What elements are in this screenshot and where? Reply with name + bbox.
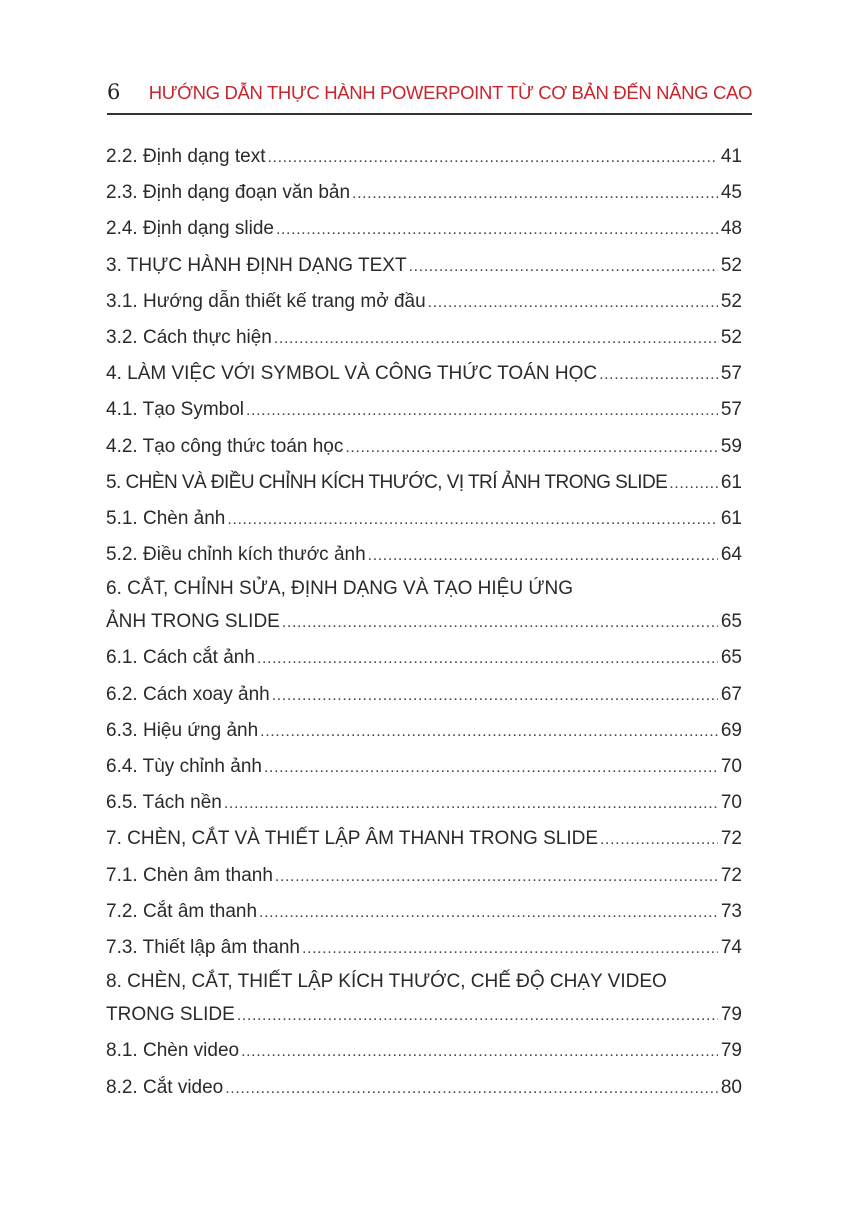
page-header xyxy=(107,80,752,110)
toc-entry xyxy=(106,537,742,573)
toc-entry-title: 6.4. Tùy chỉnh ảnh xyxy=(106,756,262,777)
toc-page-number: 45 xyxy=(720,182,742,204)
toc-page-number: 80 xyxy=(720,1076,742,1098)
toc-entry-title: 5.2. Điều chỉnh kích thước ảnh xyxy=(106,544,366,566)
toc-entry-title: 7.2. Cắt âm thanh xyxy=(106,900,258,922)
toc-page-number: 79 xyxy=(720,1040,742,1062)
toc-line xyxy=(106,713,742,749)
toc-entry-title: 5. CHÈN VÀ ĐIỀU CHỈNH KÍCH THƯỚC, VỊ TRÍ ẢNH TRONG SLIDE xyxy=(106,471,668,493)
toc-entry xyxy=(106,1070,742,1106)
toc-entry-title: 6.2. Cách xoay ảnh xyxy=(106,683,270,705)
toc-entry-title: ẢNH TRONG SLIDE xyxy=(106,611,280,633)
toc-page-number: 73 xyxy=(720,900,742,922)
running-title: HƯỚNG DẪN THỰC HÀNH POWERPOINT TỪ CƠ BẢN ĐẾN NÂNG CAO xyxy=(148,82,752,103)
toc-line xyxy=(106,501,742,537)
toc-line xyxy=(106,429,742,465)
dot-leader xyxy=(275,859,718,895)
dot-leader xyxy=(409,249,718,285)
toc-entry-title: TRONG SLIDE xyxy=(106,1004,235,1026)
toc-entry xyxy=(106,211,742,247)
toc-entry xyxy=(106,175,742,211)
toc-entry-title: 3.2. Cách thực hiện xyxy=(106,326,272,348)
toc-page-number: 41 xyxy=(720,146,742,167)
toc-page-number: 65 xyxy=(720,611,742,633)
dot-leader xyxy=(227,502,717,538)
toc-page-number: 59 xyxy=(720,435,742,457)
dot-leader xyxy=(428,285,718,321)
page-number: 6 xyxy=(107,80,121,104)
toc-entry-title: 7.1. Chèn âm thanh xyxy=(106,864,273,886)
dot-leader xyxy=(272,678,718,714)
toc-line xyxy=(106,284,742,320)
toc-entry-title: 8.1. Chèn video xyxy=(106,1040,240,1062)
toc-entry xyxy=(106,573,742,640)
toc-entry xyxy=(106,677,742,713)
toc-entry-title: 6.1. Cách cắt ảnh xyxy=(106,647,255,669)
toc-line xyxy=(106,1070,742,1106)
toc-entry xyxy=(106,429,742,465)
toc-line xyxy=(106,537,742,573)
toc-entry xyxy=(106,501,742,537)
toc-page-number: 70 xyxy=(720,792,742,814)
toc-entry xyxy=(106,139,742,175)
toc-entry xyxy=(106,640,742,676)
toc-line xyxy=(106,1033,742,1069)
toc-page-number: 67 xyxy=(720,683,742,705)
toc-entry-title: 4.1. Tạo Symbol xyxy=(106,399,245,421)
toc-page-number: 52 xyxy=(720,290,742,312)
dot-leader xyxy=(241,1034,718,1070)
dot-leader xyxy=(274,321,718,357)
toc-line xyxy=(106,640,742,676)
dot-leader xyxy=(368,538,718,574)
toc-entry-title: 7. CHÈN, CẮT VÀ THIẾT LẬP ÂM THANH TRONG SLIDE xyxy=(106,828,599,850)
toc-entry-title: 6.5. Tách nền xyxy=(106,792,222,814)
toc-entry xyxy=(106,966,742,1033)
dot-leader xyxy=(352,176,718,212)
dot-leader xyxy=(237,998,718,1034)
toc-entry xyxy=(106,1033,742,1069)
toc-page-number: 74 xyxy=(720,936,742,958)
toc-line xyxy=(106,211,742,247)
dot-leader xyxy=(225,1071,718,1107)
toc-entry xyxy=(106,284,742,320)
toc-line xyxy=(106,821,742,857)
table-of-contents xyxy=(106,139,742,1106)
toc-page-number: 79 xyxy=(720,1004,742,1026)
toc-entry-title-line: 6. CẮT, CHỈNH SỬA, ĐỊNH DẠNG VÀ TẠO HIỆU ỨNG xyxy=(106,578,574,600)
dot-leader xyxy=(600,822,718,858)
dot-leader xyxy=(257,641,718,677)
toc-entry-title: 2.4. Định dạng slide xyxy=(106,218,274,240)
toc-entry xyxy=(106,713,742,749)
toc-page-number: 69 xyxy=(720,719,742,741)
toc-line xyxy=(106,320,742,356)
toc-line xyxy=(106,894,742,930)
toc-line xyxy=(106,392,742,428)
dot-leader xyxy=(282,605,718,641)
toc-page-number: 72 xyxy=(720,828,742,850)
toc-line xyxy=(106,465,742,501)
dot-leader xyxy=(599,357,718,393)
toc-line xyxy=(106,139,742,175)
toc-page-number: 52 xyxy=(720,254,742,276)
toc-entry-title: 8.2. Cắt video xyxy=(106,1076,224,1098)
toc-entry xyxy=(106,465,742,501)
toc-page-number: 65 xyxy=(720,647,742,669)
toc-line xyxy=(106,858,742,894)
dot-leader xyxy=(224,786,718,822)
toc-line xyxy=(106,997,742,1033)
toc-line xyxy=(106,677,742,713)
toc-entry-title: 2.3. Định dạng đoạn văn bản xyxy=(106,182,351,204)
toc-entry xyxy=(106,785,742,821)
toc-entry xyxy=(106,356,742,392)
toc-line xyxy=(106,604,742,640)
toc-page-number: 61 xyxy=(720,471,742,493)
toc-entry-title-line: 8. CHÈN, CẮT, THIẾT LẬP KÍCH THƯỚC, CHẾ ĐỘ CHẠY VIDEO xyxy=(106,971,667,993)
toc-entry-title: 3.1. Hướng dẫn thiết kế trang mở đầu xyxy=(106,290,426,312)
toc-line xyxy=(106,785,742,821)
dot-leader xyxy=(259,895,718,931)
toc-page-number: 70 xyxy=(720,756,742,777)
toc-entry-title: 3. THỰC HÀNH ĐỊNH DẠNG TEXT xyxy=(106,254,407,276)
toc-entry-title: 4. LÀM VIỆC VỚI SYMBOL VÀ CÔNG THỨC TOÁN HỌC xyxy=(106,363,598,385)
header-rule xyxy=(107,113,752,115)
toc-entry-title: 5.1. Chèn ảnh xyxy=(106,507,226,529)
toc-entry-title: 4.2. Tạo công thức toán học xyxy=(106,435,344,457)
toc-page-number: 64 xyxy=(720,544,742,566)
toc-line xyxy=(106,930,742,966)
dot-leader xyxy=(669,466,718,502)
dot-leader xyxy=(302,931,718,967)
toc-page-number: 57 xyxy=(720,399,742,421)
toc-line xyxy=(106,248,742,284)
dot-leader xyxy=(264,750,718,786)
dot-leader xyxy=(345,430,717,466)
toc-entry xyxy=(106,930,742,966)
toc-entry-title: 7.3. Thiết lập âm thanh xyxy=(106,936,300,958)
toc-entry xyxy=(106,248,742,284)
toc-page-number: 48 xyxy=(720,218,742,240)
toc-entry xyxy=(106,320,742,356)
toc-entry xyxy=(106,392,742,428)
toc-page-number: 57 xyxy=(720,363,742,385)
toc-page-number: 61 xyxy=(720,507,742,529)
toc-entry xyxy=(106,821,742,857)
toc-page-number: 52 xyxy=(720,326,742,348)
toc-entry xyxy=(106,858,742,894)
dot-leader xyxy=(246,393,718,429)
toc-line xyxy=(106,175,742,211)
toc-entry-title: 2.2. Định dạng text xyxy=(106,146,266,167)
dot-leader xyxy=(276,212,718,248)
toc-line xyxy=(106,749,742,785)
dot-leader xyxy=(260,714,718,750)
toc-page-number: 72 xyxy=(720,864,742,886)
toc-entry xyxy=(106,749,742,785)
toc-entry-title: 6.3. Hiệu ứng ảnh xyxy=(106,719,259,741)
toc-line xyxy=(106,356,742,392)
dot-leader xyxy=(268,140,718,176)
toc-entry xyxy=(106,894,742,930)
